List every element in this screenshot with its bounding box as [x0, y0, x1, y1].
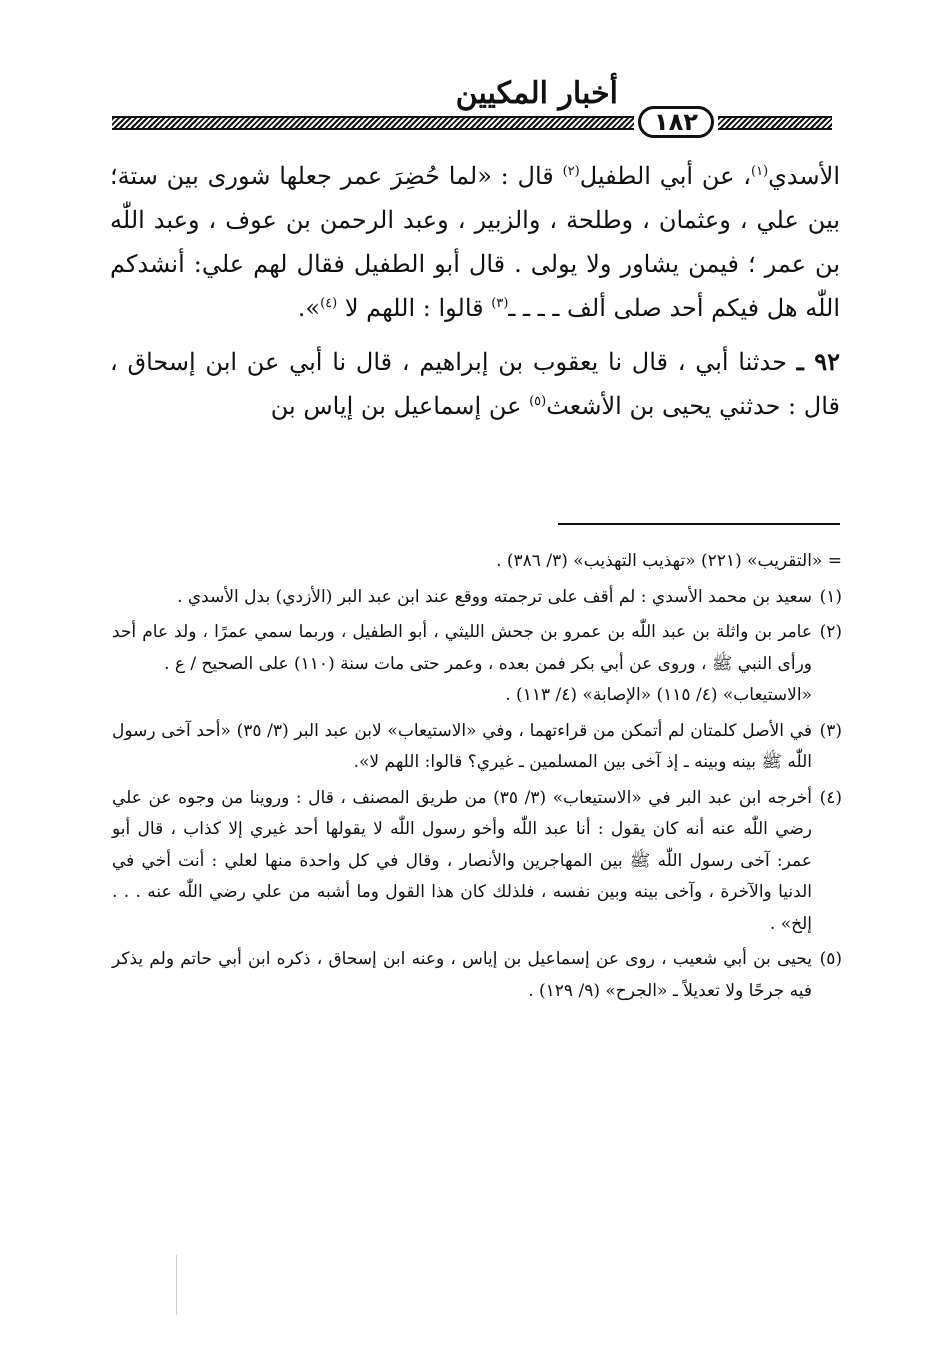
footnote-1 — [112, 582, 842, 614]
footnote-text: أخرجه ابن عبد البر في «الاستيعاب» (٣/ ٣٥) من طريق المصنف ، قال : وروينا من وجوه عن علي رضي اللّٰه عنه أنه كان يقول : أنا عبد اللّٰه وأخو رسول اللّٰه لا يقولها أحد غيري إلا كذاب ، قال أبو عمر: آخى رسول اللّٰه ﷺ بين المهاجرين والأنصار ، وقال في كل واحدة منها لعلي : أنت أخي في الدنيا والآخرة ، وآخى بينه وبين نفسه ، فلذلك كان هذا القول وما أشبه من علي رضي اللّٰه عنه . . . إلخ» . — [112, 787, 812, 934]
text-run: الأسدي — [768, 162, 840, 190]
footnote-3 — [112, 716, 842, 779]
paragraph-91-continuation — [110, 154, 840, 330]
header-rule-right — [112, 116, 634, 130]
header-rule-left — [718, 116, 832, 130]
footnote-2 — [112, 617, 842, 712]
scan-mark — [176, 1255, 177, 1315]
footnote-reference: «الاستيعاب» (٤/ ١١٥) «الإصابة» (٤/ ١١٣) . — [505, 685, 812, 705]
text-run: ، عن أبي الطفيل — [579, 162, 751, 190]
footnote-ref-2: (٢) — [562, 164, 580, 179]
footnote-text: في الأصل كلمتان لم أتمكن من قراءتهما ، وفي «الاستيعاب» لابن عبد البر (٣/ ٣٥) «أحد آخى رسول اللّٰه ﷺ بينه وبينه ـ إذ آخى بين المسلمين ـ غيري؟ قالوا: اللهم لا». — [112, 720, 812, 772]
entry-number: ٩٢ ـ — [796, 347, 840, 376]
text-run: عن إسماعيل بن إياس بن — [270, 392, 530, 420]
text-run: قال : «لما حُضِرَ عمر جعلها شورى بين ستة؛ بين علي ، وعثمان ، وطلحة ، والزبير ، وعبد الرحمن بن عوف ، وعبد اللّٰه بن عمر ؛ فيمن يشاور ولا يولى . قال أبو الطفيل فقال لهم علي: أنشدكم اللّٰه هل فيكم أحد صلى ألف ـ ـ ـ ـ — [110, 162, 840, 322]
footnote-marker: (٣) — [819, 720, 842, 741]
footnote-marker: (٤) — [819, 787, 842, 808]
text-run: حدثنا أبي ، قال نا يعقوب بن إبراهيم ، قال نا أبي عن ابن إسحاق ، قال : حدثني يحيى بن الأشعث — [110, 348, 840, 420]
footnote-separator — [558, 523, 840, 525]
footnote-ref-4: (٤) — [320, 296, 338, 311]
text-run: ». — [297, 294, 321, 322]
footnote-marker: (١) — [819, 586, 842, 607]
footnote-text: سعيد بن محمد الأسدي : لم أقف على ترجمته ووقع عند ابن عبد البر (الأزدي) بدل الأسدي . — [177, 586, 812, 607]
text-run: قالوا : اللهم لا — [337, 294, 492, 322]
page-title: أخبار المكيين — [455, 76, 618, 111]
footnote-5 — [112, 944, 842, 1007]
footnote-ref-1: (١) — [751, 164, 769, 179]
footnote-text: عامر بن واثلة بن عبد اللّٰه بن عمرو بن جحش الليثي ، أبو الطفيل ، وربما سمي عمرًا ، ولد عام أحد ورأى النبي ﷺ ، وروى عن أبي بكر فمن بعده ، وعمر حتى مات سنة (١١٠) على الصحيح / ع . — [112, 622, 812, 674]
footnote-ref-5: (٥) — [529, 394, 547, 409]
footnote-text: يحيى بن أبي شعيب ، روى عن إسماعيل بن إياس ، وعنه ابن إسحاق ، ذكره ابن أبي حاتم ولم يذكر فيه جرحًا ولا تعديلاً ـ «الجرح» (٩/ ١٢٩) . — [112, 949, 812, 1001]
page-number-badge: ١٨٢ — [638, 106, 714, 138]
footnote-marker: (٢) — [819, 622, 842, 642]
footnote-marker: (٥) — [819, 949, 842, 969]
footnote-4 — [112, 783, 842, 941]
footnote-continuation: = «التقريب» (٢٢١) «تهذيب التهذيب» (٣/ ٣٨٦) . — [496, 551, 842, 571]
paragraph-92 — [110, 340, 840, 428]
main-text — [110, 154, 840, 438]
footnote-ref-3: (٣) — [491, 296, 509, 311]
footnotes — [112, 546, 842, 1011]
